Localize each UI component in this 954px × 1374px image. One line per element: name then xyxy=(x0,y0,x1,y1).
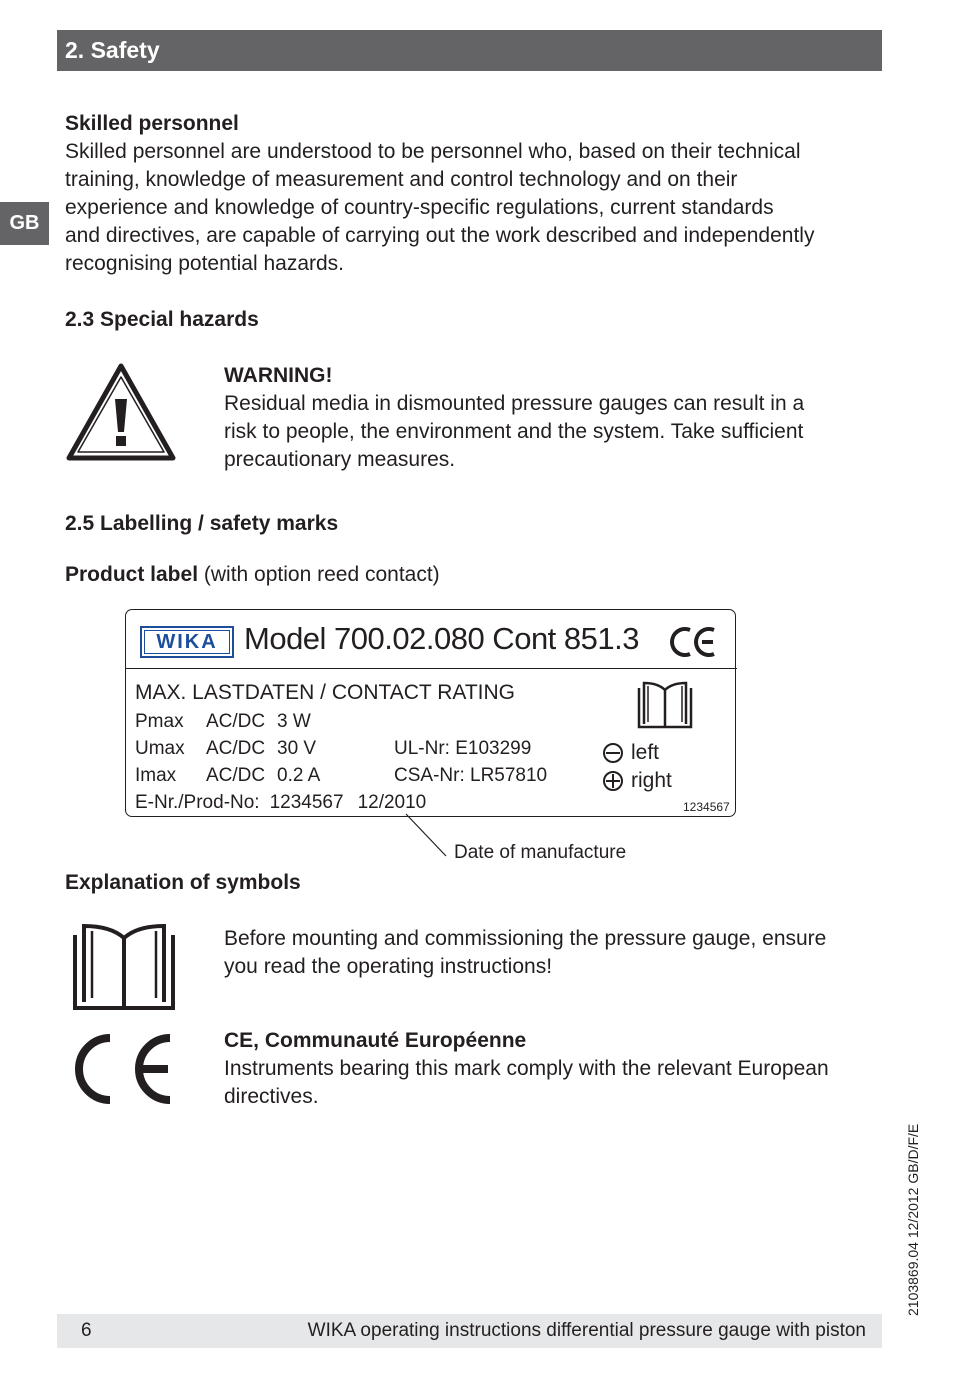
footer-bar xyxy=(57,1314,882,1348)
ce-mark-icon xyxy=(669,624,719,660)
product-label xyxy=(125,609,736,817)
document-code: 2103869.04 12/2012 GB/D/F/E xyxy=(905,1123,921,1316)
model-line: Model 700.02.080 Cont 851.3 xyxy=(244,621,639,656)
plus-circle-icon xyxy=(602,770,624,792)
callout-line xyxy=(400,810,450,860)
product-label-rest: (with option reed contact) xyxy=(198,563,440,586)
manufacture-date: 12/2010 xyxy=(357,792,427,813)
text-line: Before mounting and commissioning the pressure gauge, ensure xyxy=(224,927,827,950)
text-line: you read the operating instructions! xyxy=(224,955,553,978)
text-line: experience and knowledge of country-specific regulations, current standards xyxy=(65,196,774,219)
skilled-personnel-heading: Skilled personnel xyxy=(65,112,239,135)
text-line: Residual media in dismounted pressure gauges can result in a xyxy=(224,392,805,415)
text-line: precautionary measures. xyxy=(224,448,456,471)
rating-row: Umax AC/DC 30 V xyxy=(135,738,317,759)
label-divider xyxy=(126,668,737,669)
prod-number-line: E-Nr./Prod-No: 1234567 12/2010 xyxy=(135,792,427,813)
symbols-heading: Explanation of symbols xyxy=(65,871,301,894)
ce-mark-large-icon xyxy=(72,1030,176,1108)
product-label-caption xyxy=(65,561,440,589)
warning-text xyxy=(224,390,804,474)
section-header: 2. Safety xyxy=(57,30,882,71)
right-label: right xyxy=(631,769,672,792)
special-hazards-heading: 2.3 Special hazards xyxy=(65,308,259,331)
date-of-manufacture-callout: Date of manufacture xyxy=(454,842,627,863)
text-line: Instruments bearing this mark comply with the relevant European xyxy=(224,1057,829,1080)
text-line: directives. xyxy=(224,1085,319,1108)
rating-row: Pmax AC/DC 3 W xyxy=(135,711,311,732)
rating-rows xyxy=(135,708,320,789)
text-line: Skilled personnel are understood to be personnel who, based on their technical xyxy=(65,140,801,163)
ce-title: CE, Communauté Européenne xyxy=(224,1029,527,1052)
rating-row: Imax AC/DC 0.2 A xyxy=(135,765,321,786)
manual-symbol-text xyxy=(224,925,826,981)
wika-logo-text: WIKA xyxy=(144,630,230,654)
page-number: 6 xyxy=(81,1320,92,1341)
text-line: recognising potential hazards. xyxy=(65,252,345,275)
left-label: left xyxy=(631,741,660,764)
ce-text xyxy=(224,1055,829,1111)
text-line: training, knowledge of measurement and control technology and on their xyxy=(65,168,738,191)
rating-title: MAX. LASTDATEN / CONTACT RATING xyxy=(135,681,515,704)
minus-circle-icon xyxy=(602,742,624,764)
wika-logo xyxy=(140,626,234,658)
warning-triangle-icon xyxy=(65,362,177,462)
ul-number: UL-Nr: E103299 xyxy=(394,738,532,759)
warning-title: WARNING! xyxy=(224,364,333,387)
labelling-heading: 2.5 Labelling / safety marks xyxy=(65,512,339,535)
book-icon xyxy=(636,680,694,730)
text-line: and directives, are capable of carrying out the work described and independently xyxy=(65,224,815,247)
label-small-number: 1234567 xyxy=(683,800,730,814)
skilled-personnel-text xyxy=(65,138,814,278)
language-tab: GB xyxy=(0,202,49,245)
footer-title: WIKA operating instructions differential pressure gauge with piston xyxy=(307,1320,866,1341)
text-line: risk to people, the environment and the system. Take sufficient xyxy=(224,420,804,443)
manual-book-icon xyxy=(72,922,176,1012)
product-label-bold: Product label xyxy=(65,563,199,586)
csa-number: CSA-Nr: LR57810 xyxy=(394,765,548,786)
